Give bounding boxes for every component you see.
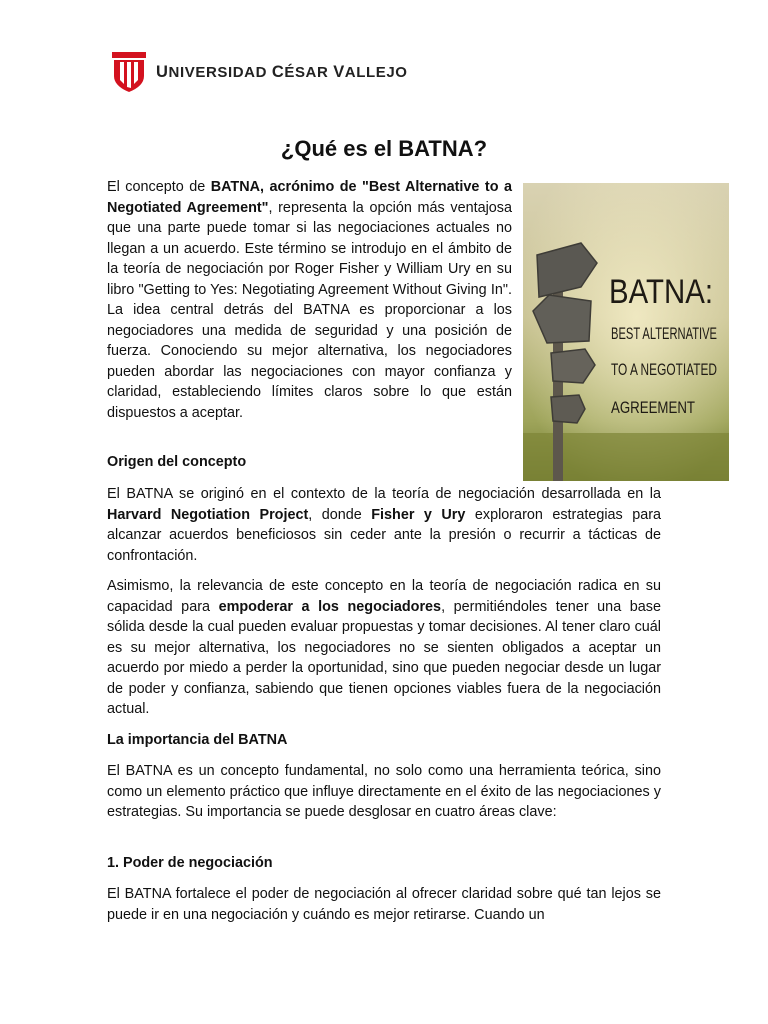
origen-paragraph-1: El BATNA se originó en el contexto de la teoría de negociación desarrollada en la Harvard Negotiation Project, donde Fisher y Ury exploraron estrategias para alcanzar acuerdos beneficiosos sin ceder ante la presión o recurrir a tácticas de confrontación. <box>107 486 662 564</box>
image-text-line2: BEST ALTERNATIVE <box>611 324 717 343</box>
university-name: UNIVERSIDAD CÉSAR VALLEJO <box>156 62 408 81</box>
batna-illustration <box>523 183 729 481</box>
ucv-shield-icon <box>110 50 148 94</box>
signpost-image <box>523 183 729 481</box>
heading-poder: 1. Poder de negociación <box>107 855 273 871</box>
intro-paragraph: El concepto de BATNA, acrónimo de "Best Alternative to a Negotiated Agreement", representa la opción más ventajosa que una parte puede tomar si las negociaciones actuales no llegan a un acuerdo. Este término se introdujo en el ámbito de la teoría de negociación por Roger Fisher y William Ury en su libro "Getting to Yes: Negotiating Agreement Without Giving In". La idea central detrás del BATNA es proporcionar a los negociadores una medida de seguridad y una posición de fuerza. Conociendo su mejor alternativa, los negociadores pueden abordar las negociaciones con mayor confianza y claridad, estableciendo límites claros sobre lo que están dispuestos a aceptar. <box>107 179 512 421</box>
poder-paragraph: El BATNA fortalece el poder de negociación al ofrecer claridad sobre qué tan lejos se puede ir en una negociación y cuándo es mejor retirarse. Cuando un <box>107 886 661 923</box>
image-text-line4: AGREEMENT <box>611 398 695 417</box>
heading-origen: Origen del concepto <box>107 454 247 470</box>
image-text-line3: TO A NEGOTIATED <box>611 360 717 379</box>
university-logo <box>110 50 408 94</box>
image-text-batna: BATNA: <box>609 273 713 311</box>
page-title: ¿Qué es el BATNA? <box>280 136 488 161</box>
origen-paragraph-2: Asimismo, la relevancia de este concepto en la teoría de negociación radica en su capacidad para empoderar a los negociadores, permitiéndoles tener una base sólida desde la cual pueden evaluar propuestas y tomar decisiones. Al tener claro cuál es su mejor alternativa, los negociadores no se sienten obligados a aceptar un acuerdo por miedo a perder la oportunidad, sino que pueden negociar desde un lugar de poder y confianza, sabiendo que tienen opciones viables fuera de la negociación actual. <box>107 578 661 717</box>
heading-importancia: La importancia del BATNA <box>107 732 288 748</box>
importancia-paragraph: El BATNA es un concepto fundamental, no solo como una herramienta teórica, sino como un elemento práctico que influye directamente en el éxito de las negociaciones y estrategias. Su importancia se puede desglosar en cuatro áreas clave: <box>107 763 661 820</box>
